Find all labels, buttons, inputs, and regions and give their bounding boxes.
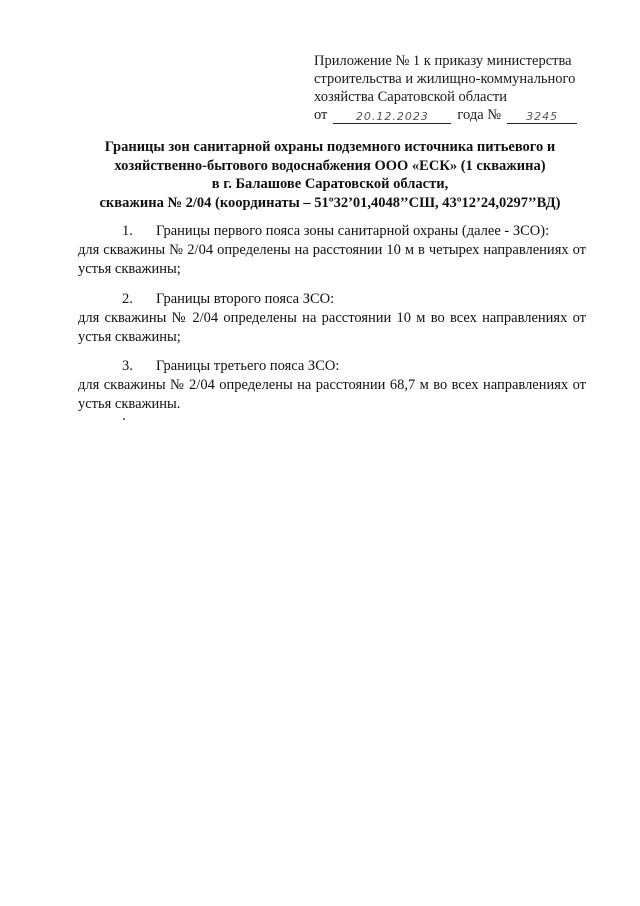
section-heading-text: Границы второго пояса ЗСО:	[156, 291, 335, 307]
section-first-zone	[78, 222, 586, 279]
year-number-label: года №	[457, 107, 502, 123]
section-text: для скважины № 2/04 определены на расстоянии 10 м во всех направлениях от устья скважины;	[78, 310, 586, 345]
section-heading	[78, 357, 586, 376]
section-third-zone	[78, 357, 586, 414]
section-heading	[78, 290, 586, 309]
section-text: для скважины № 2/04 определены на расстоянии 68,7 м во всех направлениях от устья скважины.	[78, 377, 586, 412]
section-heading-text: Границы первого пояса зоны санитарной охраны (далее - ЗСО):	[156, 223, 550, 239]
appendix-header	[314, 52, 614, 124]
section-second-zone	[78, 290, 586, 347]
stray-mark	[123, 418, 125, 420]
section-heading-text: Границы третьего пояса ЗСО:	[156, 358, 340, 374]
title-line-2: хозяйственно-бытового водоснабжения ООО «ЕСК» (1 скважина)	[114, 157, 546, 174]
section-number: 1.	[122, 223, 133, 239]
document-title	[70, 138, 590, 212]
title-line-4: скважина № 2/04 (координаты – 51º32’01,4048’’СШ, 43º12’24,0297’’ВД)	[99, 194, 561, 211]
date-prefix: от	[314, 107, 328, 123]
appendix-line-1: Приложение № 1 к приказу министерства	[314, 53, 572, 69]
section-heading	[78, 222, 586, 241]
section-text: для скважины № 2/04 определены на расстоянии 10 м в четырех направлениях от устья скважины;	[78, 242, 586, 277]
handwritten-date: 20.12.2023	[333, 111, 451, 124]
title-line-3: в г. Балашове Саратовской области,	[211, 176, 449, 192]
appendix-line-2: строительства и жилищно-коммунального	[314, 71, 576, 87]
appendix-date-line	[314, 106, 614, 124]
title-line-1: Границы зон санитарной охраны подземного источника питьевого и	[104, 139, 556, 155]
section-number: 2.	[122, 291, 133, 307]
handwritten-order-number: 3245	[507, 111, 577, 124]
appendix-line-3: хозяйства Саратовской области	[314, 89, 508, 105]
section-number: 3.	[122, 358, 133, 374]
